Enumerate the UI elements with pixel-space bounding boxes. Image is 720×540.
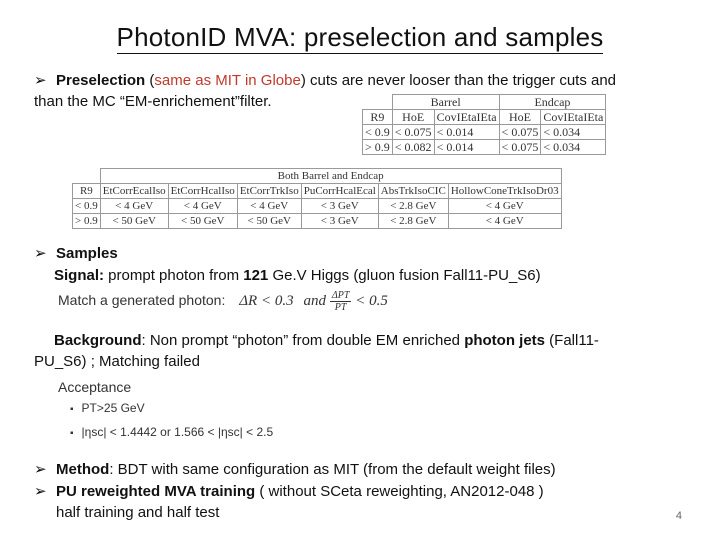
arrow-bullet-icon: ➢	[34, 72, 47, 89]
method-label: Method	[56, 461, 110, 478]
table-cell: < 0.075	[499, 125, 541, 140]
table1-header: R9	[363, 110, 393, 125]
samples-paragraph	[34, 243, 694, 264]
table-cell: < 4 GeV	[237, 199, 301, 214]
pu-text: ( without SCeta reweighting, AN2012-048 )	[255, 483, 544, 500]
method-text: : BDT with same configuration as MIT (from the default weight files)	[109, 461, 556, 478]
background-text-post: (Fall11-	[545, 332, 599, 349]
table-cell: < 0.082	[392, 140, 434, 155]
list-item: ▪ |ηsc| < 1.4442 or 1.566 < |ηsc| < 2.5	[70, 421, 273, 445]
match-dr: ΔR < 0.3	[239, 293, 294, 309]
table-cell: < 0.034	[541, 125, 606, 140]
match-fraction-num: ΔPT	[331, 289, 350, 301]
list-item: ▪ PT>25 GeV	[70, 397, 273, 421]
match-criterion	[58, 287, 388, 314]
preselection-label: Preselection	[56, 72, 146, 89]
match-fraction	[330, 290, 352, 313]
match-text: Match a generated photon:	[58, 292, 226, 308]
table2-corner	[73, 169, 101, 184]
barrel-endcap-table	[362, 94, 606, 155]
table1-header: HoE	[392, 110, 434, 125]
preselection-globe-note: same as MIT in Globe	[154, 72, 301, 89]
isolation-table-wrap	[72, 168, 562, 229]
background-line2: PU_S6) ; Matching failed	[34, 353, 200, 370]
signal-label: Signal:	[54, 267, 105, 284]
table2-header: HollowConeTrkIsoDr03	[448, 184, 561, 199]
table1-header: CovIEtaIEta	[541, 110, 606, 125]
signal-text-pre: prompt photon from	[104, 267, 244, 284]
method-paragraph	[34, 459, 694, 480]
table-cell: < 0.9	[363, 125, 393, 140]
table2-header: EtCorrEcalIso	[100, 184, 168, 199]
table-cell: > 0.9	[363, 140, 393, 155]
table-cell: < 4 GeV	[100, 199, 168, 214]
table-cell: < 3 GeV	[301, 199, 378, 214]
background-paragraph	[34, 330, 694, 372]
match-fraction-den: PT	[334, 301, 347, 313]
table-cell: < 50 GeV	[100, 214, 168, 229]
table-cell: < 2.8 GeV	[378, 214, 448, 229]
table-cell: < 0.034	[541, 140, 606, 155]
acceptance-list	[58, 397, 273, 445]
arrow-bullet-icon: ➢	[34, 461, 47, 478]
table-cell: < 2.8 GeV	[378, 199, 448, 214]
table-cell: < 4 GeV	[448, 199, 561, 214]
table-cell: > 0.9	[73, 214, 101, 229]
paren-close: )	[300, 72, 306, 89]
pu-line2: half training and half test	[56, 504, 220, 521]
table-row	[363, 140, 606, 155]
arrow-bullet-icon: ➢	[34, 245, 47, 262]
table-cell: < 0.014	[434, 125, 499, 140]
table1-corner	[363, 95, 393, 110]
match-and: and	[303, 293, 326, 309]
table-cell: < 4 GeV	[448, 214, 561, 229]
acceptance-box	[58, 377, 273, 445]
pu-label: PU reweighted MVA training	[56, 483, 256, 500]
table-cell: < 0.9	[73, 199, 101, 214]
match-lt: < 0.5	[355, 293, 388, 309]
table2-header: AbsTrkIsoCIC	[378, 184, 448, 199]
table-cell: < 0.075	[392, 125, 434, 140]
table-row	[73, 199, 562, 214]
preselection-text: cuts are never looser than the trigger cuts and	[305, 72, 617, 89]
pu-paragraph	[34, 481, 694, 523]
background-text-pre: : Non prompt “photon” from double EM enriched	[141, 332, 465, 349]
background-photon-jets: photon jets	[464, 332, 546, 349]
table2-header: R9	[73, 184, 101, 199]
acceptance-title: Acceptance	[58, 379, 132, 395]
page-number: 4	[675, 510, 682, 522]
barrel-endcap-table-wrap	[362, 94, 606, 155]
table-cell: < 0.014	[434, 140, 499, 155]
table-row	[363, 125, 606, 140]
table-cell: < 50 GeV	[168, 214, 237, 229]
table-cell: < 50 GeV	[237, 214, 301, 229]
preselection-line2: than the MC “EM-enrichement”filter.	[34, 93, 272, 110]
table2-header: EtCorrHcalIso	[168, 184, 237, 199]
table-row	[73, 214, 562, 229]
table1-group-endcap: Endcap	[499, 95, 606, 110]
table-cell: < 0.075	[499, 140, 541, 155]
table2-header: EtCorrTrkIso	[237, 184, 301, 199]
signal-text-post: Ge.V Higgs (gluon fusion Fall11-PU_S6)	[268, 267, 541, 284]
table1-header: HoE	[499, 110, 541, 125]
paren-open: (	[149, 72, 155, 89]
table2-header: PuCorrHcalEcal	[301, 184, 378, 199]
background-label: Background	[54, 332, 142, 349]
isolation-table	[72, 168, 562, 229]
table2-group: Both Barrel and Endcap	[100, 169, 561, 184]
samples-label: Samples	[56, 245, 118, 262]
table-cell: < 4 GeV	[168, 199, 237, 214]
table1-header: CovIEtaIEta	[434, 110, 499, 125]
table1-group-barrel: Barrel	[392, 95, 499, 110]
arrow-bullet-icon: ➢	[34, 483, 47, 500]
slide-title: PhotonID MVA: preselection and samples	[116, 22, 604, 52]
table-cell: < 3 GeV	[301, 214, 378, 229]
signal-mass: 121	[243, 267, 269, 284]
signal-paragraph	[54, 265, 694, 286]
